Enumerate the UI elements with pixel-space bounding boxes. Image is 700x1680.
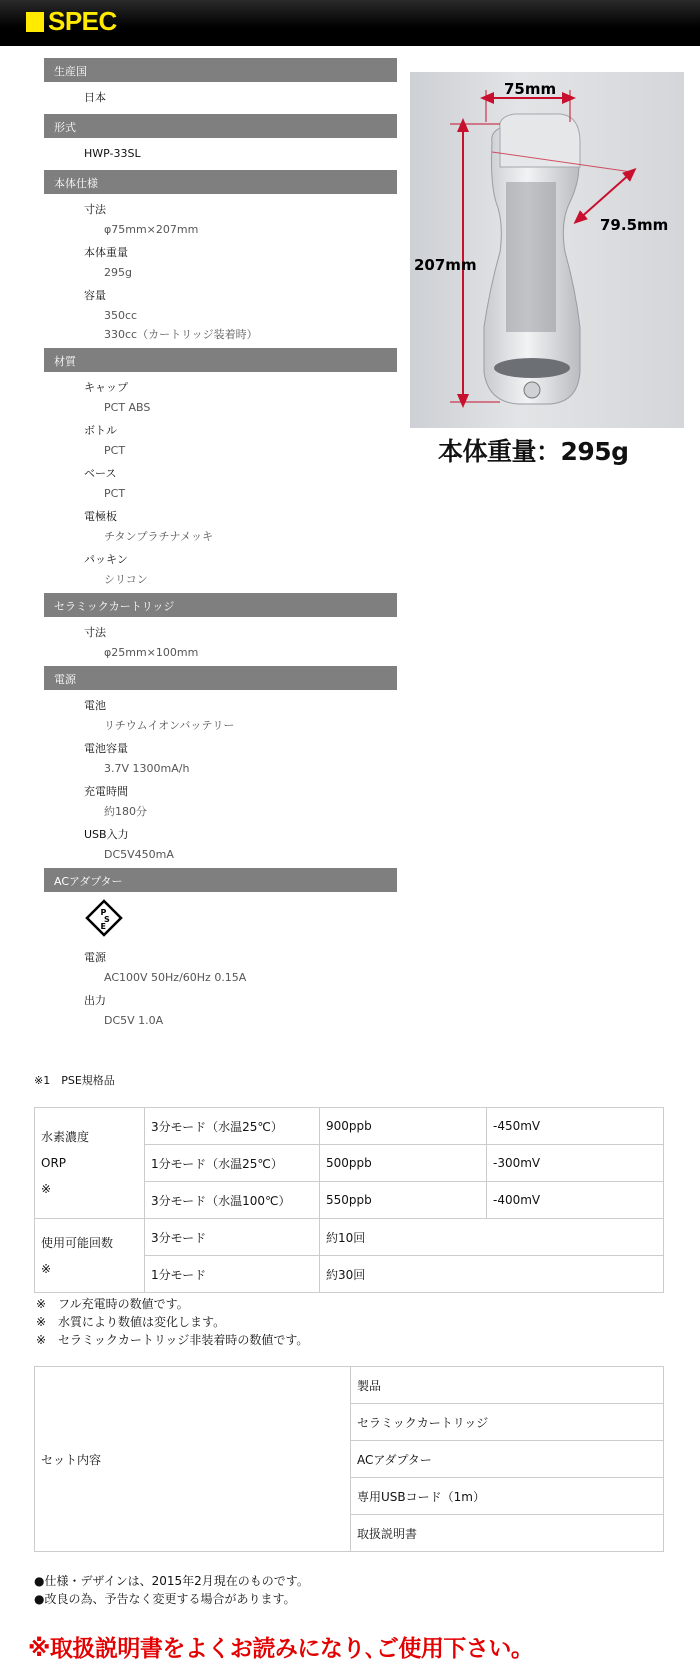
table-cell: 約10回 bbox=[320, 1219, 664, 1256]
table-cell: 3分モード（水温100℃） bbox=[145, 1182, 320, 1219]
height-label: 207mm bbox=[414, 256, 477, 274]
table-cell: 550ppb bbox=[320, 1182, 487, 1219]
table-cell: 3分モード（水温25℃） bbox=[145, 1108, 320, 1145]
spec-item bbox=[44, 507, 397, 546]
table-cell: 500ppb bbox=[320, 1145, 487, 1182]
contents-item: 製品 bbox=[351, 1367, 664, 1404]
spec-item bbox=[44, 782, 397, 821]
spec-item bbox=[44, 200, 397, 239]
spec-label: 電極板 bbox=[84, 510, 117, 523]
spec-item bbox=[44, 623, 397, 662]
spec-item bbox=[44, 421, 397, 460]
header-square-icon bbox=[26, 12, 44, 32]
pse-mark-icon bbox=[84, 898, 124, 938]
hydrogen-orp-label-cell bbox=[35, 1108, 145, 1219]
product-photo bbox=[410, 72, 684, 428]
performance-table bbox=[34, 1107, 664, 1293]
svg-text:E: E bbox=[100, 922, 106, 931]
table-cell: 1分モード（水温25℃） bbox=[145, 1145, 320, 1182]
spec-value: AC100V 50Hz/60Hz 0.15A bbox=[104, 971, 247, 984]
table-label: 水素濃度 bbox=[41, 1130, 90, 1144]
spec-item bbox=[44, 696, 397, 735]
spec-label: パッキン bbox=[84, 553, 128, 566]
section-header-adapter: ACアダプター bbox=[44, 868, 397, 892]
spec-item bbox=[44, 948, 397, 987]
spec-value: 350cc bbox=[104, 309, 138, 322]
spec-item bbox=[44, 378, 397, 417]
table-label: ※ bbox=[41, 1182, 52, 1196]
spec-value: φ75mm×207mm bbox=[104, 223, 199, 236]
spec-label: 寸法 bbox=[84, 203, 106, 216]
spec-item bbox=[44, 464, 397, 503]
spec-item bbox=[44, 243, 397, 282]
spec-value: φ25mm×100mm bbox=[104, 646, 199, 659]
spec-value: 330cc（カートリッジ装着時） bbox=[104, 328, 258, 341]
spec-value: DC5V 1.0A bbox=[104, 1014, 164, 1027]
svg-text:S: S bbox=[104, 915, 110, 924]
section-header-body: 本体仕様 bbox=[44, 170, 397, 194]
weight-caption: 本体重量：295g bbox=[438, 437, 629, 466]
header-bar bbox=[0, 0, 700, 46]
contents-item: セラミックカートリッジ bbox=[351, 1404, 664, 1441]
contents-item: ACアダプター bbox=[351, 1441, 664, 1478]
spec-label: 容量 bbox=[84, 289, 106, 302]
spec-value: チタンプラチナメッキ bbox=[104, 530, 214, 543]
pse-footnote: ※1 PSE規格品 bbox=[34, 1074, 115, 1087]
model-value: HWP-33SL bbox=[84, 147, 141, 160]
contents-item: 専用USBコード（1m） bbox=[351, 1478, 664, 1515]
spec-value: 3.7V 1300mA/h bbox=[104, 762, 190, 775]
spec-label: 電池容量 bbox=[84, 742, 128, 755]
table-label: ※ bbox=[41, 1261, 52, 1276]
contents-table bbox=[34, 1366, 664, 1552]
spec-value: 295g bbox=[104, 266, 132, 279]
width-label: 75mm bbox=[504, 80, 557, 98]
spec-value: DC5V450mA bbox=[104, 848, 174, 861]
spec-item bbox=[44, 991, 397, 1030]
section-header-material: 材質 bbox=[44, 348, 397, 372]
table-row bbox=[35, 1219, 664, 1256]
table-label: ORP bbox=[41, 1156, 67, 1170]
table-cell: 900ppb bbox=[320, 1108, 487, 1145]
table-notes bbox=[36, 1295, 308, 1349]
table-cell: -300mV bbox=[487, 1145, 664, 1182]
spec-item bbox=[44, 825, 397, 864]
footer-note: ●改良の為、予告なく変更する場合があります。 bbox=[34, 1592, 296, 1606]
spec-label: 寸法 bbox=[84, 626, 106, 639]
spec-value: PCT ABS bbox=[104, 401, 151, 414]
note-line: ※ セラミックカートリッジ非装着時の数値です。 bbox=[36, 1333, 309, 1347]
table-row bbox=[35, 1367, 664, 1404]
spec-label: 出力 bbox=[84, 994, 106, 1007]
spec-label: 充電時間 bbox=[84, 785, 128, 798]
contents-item: 取扱説明書 bbox=[351, 1515, 664, 1552]
note-line: ※ 水質により数値は変化します。 bbox=[36, 1315, 226, 1329]
product-dimension-diagram bbox=[410, 72, 684, 428]
table-cell: 約30回 bbox=[320, 1256, 664, 1293]
contents-label: セット内容 bbox=[35, 1367, 351, 1552]
table-cell: -400mV bbox=[487, 1182, 664, 1219]
spec-item bbox=[44, 739, 397, 778]
section-header-cartridge: セラミックカートリッジ bbox=[44, 593, 397, 617]
table-cell: 3分モード bbox=[145, 1219, 320, 1256]
spec-label: USB入力 bbox=[84, 828, 129, 841]
spec-value: PCT bbox=[104, 487, 126, 500]
footer-note: ●仕様・デザインは、2015年2月現在のものです。 bbox=[34, 1574, 309, 1588]
spec-label: ボトル bbox=[84, 424, 117, 437]
note-line: ※ フル充電時の数値です。 bbox=[36, 1297, 189, 1311]
table-label: 使用可能回数 bbox=[41, 1235, 114, 1250]
footer-notes bbox=[34, 1572, 309, 1608]
spec-label: 電池 bbox=[84, 699, 106, 712]
header-title: SPEC bbox=[48, 6, 117, 36]
spec-label: キャップ bbox=[84, 381, 128, 394]
table-row bbox=[35, 1108, 664, 1145]
spec-label: ベース bbox=[84, 467, 117, 480]
table-cell: -450mV bbox=[487, 1108, 664, 1145]
spec-value: シリコン bbox=[104, 573, 148, 586]
spec-label: 電源 bbox=[84, 951, 106, 964]
spec-value: リチウムイオンバッテリー bbox=[104, 719, 235, 732]
depth-label: 79.5mm bbox=[600, 216, 669, 234]
warning-message: ※取扱説明書をよくお読みになり､ご使用下さい。 bbox=[28, 1636, 534, 1662]
spec-item bbox=[44, 550, 397, 589]
spec-value: 約180分 bbox=[104, 805, 147, 818]
section-header-power: 電源 bbox=[44, 666, 397, 690]
spec-item bbox=[44, 286, 397, 344]
spec-list bbox=[44, 58, 397, 1034]
usage-count-label-cell bbox=[35, 1219, 145, 1293]
origin-value: 日本 bbox=[84, 91, 106, 104]
spec-value: PCT bbox=[104, 444, 126, 457]
spec-label: 本体重量 bbox=[84, 246, 128, 259]
section-header-origin: 生産国 bbox=[44, 58, 397, 82]
table-cell: 1分モード bbox=[145, 1256, 320, 1293]
svg-text:P: P bbox=[100, 908, 107, 917]
section-header-model: 形式 bbox=[44, 114, 397, 138]
